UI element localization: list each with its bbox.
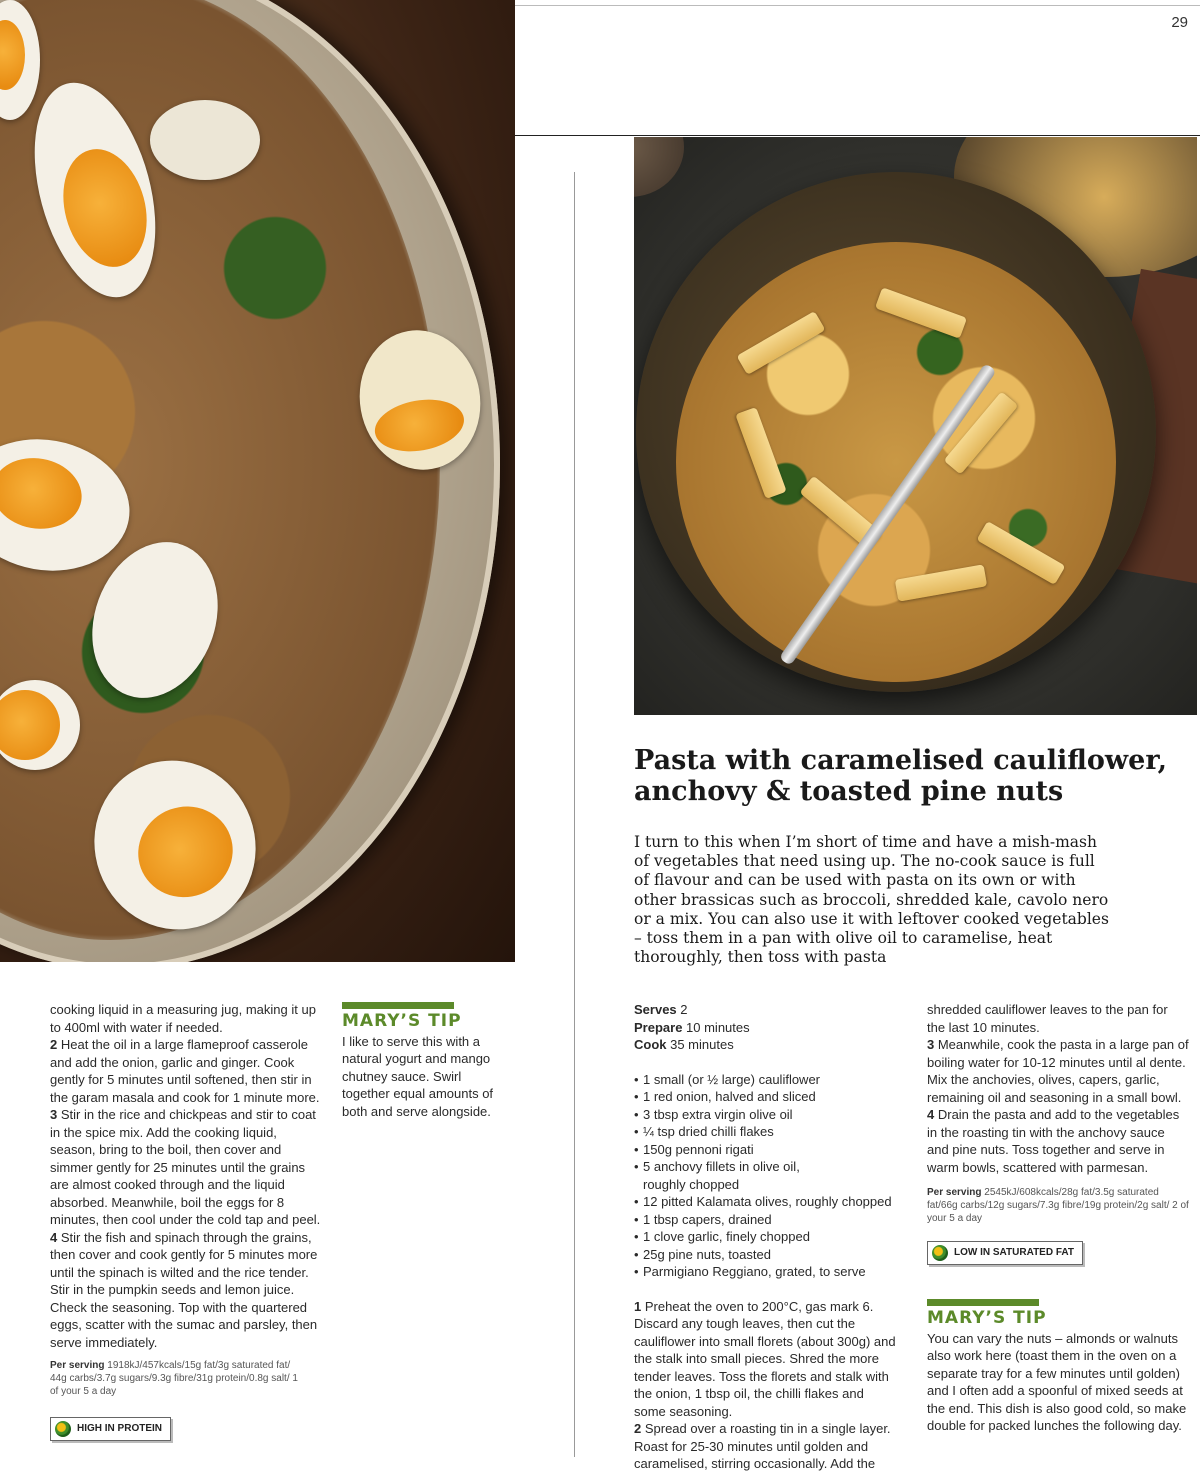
tip-title: MARY’S TIP xyxy=(342,1011,462,1031)
right-tip-box xyxy=(927,1299,1192,1435)
pasta-food xyxy=(676,242,1116,682)
pasta-photo xyxy=(634,137,1197,715)
method-step: 4 Drain the pasta and add to the vegetables in the roasting tin with the anchovy sauce and pine nuts. Toss together and serve in warm bowls, scattered with parmesan. xyxy=(927,1107,1180,1175)
ingredient-item: • 12 pitted Kalamata olives, roughly chopped xyxy=(634,1193,909,1211)
tip-text: You can vary the nuts – almonds or walnuts also work here (toast them in the oven on a separate tray for a few minutes until golden) and I often add a spoonful of mixed seeds at the end. This dish is also good cold, so make double for packed lunches the following day. xyxy=(927,1330,1187,1433)
tip-accent-bar xyxy=(927,1299,1039,1306)
serves-line: Serves 2 xyxy=(634,1002,688,1017)
tip-text: I like to serve this with a natural yogurt and mango chutney sauce. Swirl together equal amounts of both and serve alongside. xyxy=(342,1033,494,1119)
top-rule xyxy=(515,5,1200,6)
method-step: 3 Stir in the rice and chickpeas and stir to coat in the spice mix. Add the cooking liquid, season, bring to the boil, then cover and simmer gently for 25 minutes until the grains are almost cooked through and the liquid absorbed. Meanwhile, boil the eggs for 8 minutes, then cool under the cold tap and peel. xyxy=(50,1107,321,1227)
method-continued: shredded cauliflower leaves to the pan for the last 10 minutes. xyxy=(927,1002,1168,1035)
method-step: 4 Stir the fish and spinach through the grains, then cover and cook gently for 5 minutes more until the spinach is wilted and the rice tender. Stir in the pumpkin seeds and lemon juice. Check the seasoning. Top with the quartered eggs, scatter with the sumac and parsley, then serve immediately. xyxy=(50,1229,318,1350)
method-step: 2 Heat the oil in a large flameproof casserole and add the onion, garlic and ginger. Cook gently for 5 minutes until softened, then stir in the garam masala and cook for 1 minute more. xyxy=(50,1037,320,1105)
left-tip-box xyxy=(342,1002,507,1120)
nutrition-badge-icon xyxy=(932,1245,948,1261)
recipe-title xyxy=(634,745,1174,807)
low-sat-fat-badge xyxy=(927,1241,1083,1265)
ingredient-item: • 150g pennoni rigati xyxy=(634,1141,909,1159)
title-line-2: anchovy & toasted pine nuts xyxy=(634,776,1064,807)
nutrition-info: Per serving 2545kJ/608kcals/28g fat/3.5g saturated fat/66g carbs/12g sugars/7.3g fibre/19g protein/2g salt/ 2 of your 5 a day xyxy=(927,1187,1189,1224)
method-step: 1 Preheat the oven to 200°C, gas mark 6. Discard any tough leaves, then cut the cauliflower into small florets (about 300g) and the stalk into small pieces. Shred the more tender leaves. Toss the florets and stalk with the onion, 1 tbsp oil, the chilli flakes and some seasoning. xyxy=(634,1298,896,1419)
ingredient-item: • 25g pine nuts, toasted xyxy=(634,1246,909,1264)
ingredient-item: • 3 tbsp extra virgin olive oil xyxy=(634,1106,909,1124)
page-number: 29 xyxy=(1171,14,1188,31)
recipe-info-column xyxy=(634,1001,909,1473)
method-step: 3 Meanwhile, cook the pasta in a large pan of boiling water for 10-12 minutes until al dente. Mix the anchovies, olives, capers, garlic, remaining oil and seasoning in a small bowl. xyxy=(927,1037,1189,1105)
ingredient-item: • 5 anchovy fillets in olive oil, roughly chopped xyxy=(634,1158,813,1193)
serves-info xyxy=(634,1001,909,1054)
method-lead-in: cooking liquid in a measuring jug, making it up to 400ml with water if needed. xyxy=(50,1002,316,1035)
method-continued-column xyxy=(927,1001,1189,1225)
badge-label: HIGH IN PROTEIN xyxy=(77,1423,163,1434)
method-step: 2 Spread over a roasting tin in a single layer. Roast for 25-30 minutes until golden and caramelised, stirring occasionally. Add the xyxy=(634,1421,891,1471)
ingredient-item: • 1 small (or ½ large) cauliflower xyxy=(634,1071,909,1089)
pasta-bowl xyxy=(636,172,1156,692)
tip-title: MARY’S TIP xyxy=(927,1308,1047,1328)
column-divider xyxy=(574,172,575,1457)
egg xyxy=(150,100,260,180)
ingredient-item: • 1 red onion, halved and sliced xyxy=(634,1088,909,1106)
tip-accent-bar xyxy=(342,1002,454,1009)
ingredient-item: • ¼ tsp dried chilli flakes xyxy=(634,1123,909,1141)
ingredients-list xyxy=(634,1071,909,1281)
nutrition-info: Per serving 1918kJ/457kcals/15g fat/3g saturated fat/ 44g carbs/3.7g sugars/9.3g fibre/31g protein/0.8g salt/ 1 of your 5 a day xyxy=(50,1360,298,1397)
left-method-column xyxy=(50,1001,324,1398)
header-rule xyxy=(515,135,1200,136)
badge-label: LOW IN SATURATED FAT xyxy=(954,1247,1074,1258)
recipe-intro: I turn to this when I’m short of time and have a mish-mash of vegetables that need using up. The no-cook sauce is full of flavour and can be used with pasta on its own or with other brassicas such as broccoli, shredded kale, cavolo nero or a mix. You can also use it with leftover cooked vegetables – toss them in a pan with olive oil to caramelise, heat thoroughly, then toss with pasta xyxy=(634,833,1109,967)
cook-line: Cook 35 minutes xyxy=(634,1037,734,1052)
title-line-1: Pasta with caramelised cauliflower, xyxy=(634,745,1168,776)
ingredient-item: • 1 clove garlic, finely chopped xyxy=(634,1228,909,1246)
nutrition-badge-icon xyxy=(55,1421,71,1437)
method-steps xyxy=(634,1298,896,1473)
ingredient-item: • Parmigiano Reggiano, grated, to serve xyxy=(634,1263,909,1281)
prepare-line: Prepare 10 minutes xyxy=(634,1019,750,1035)
kedgeree-photo xyxy=(0,0,515,962)
high-protein-badge xyxy=(50,1417,171,1441)
ingredient-item: • 1 tbsp capers, drained xyxy=(634,1211,909,1229)
small-dish xyxy=(634,137,684,197)
